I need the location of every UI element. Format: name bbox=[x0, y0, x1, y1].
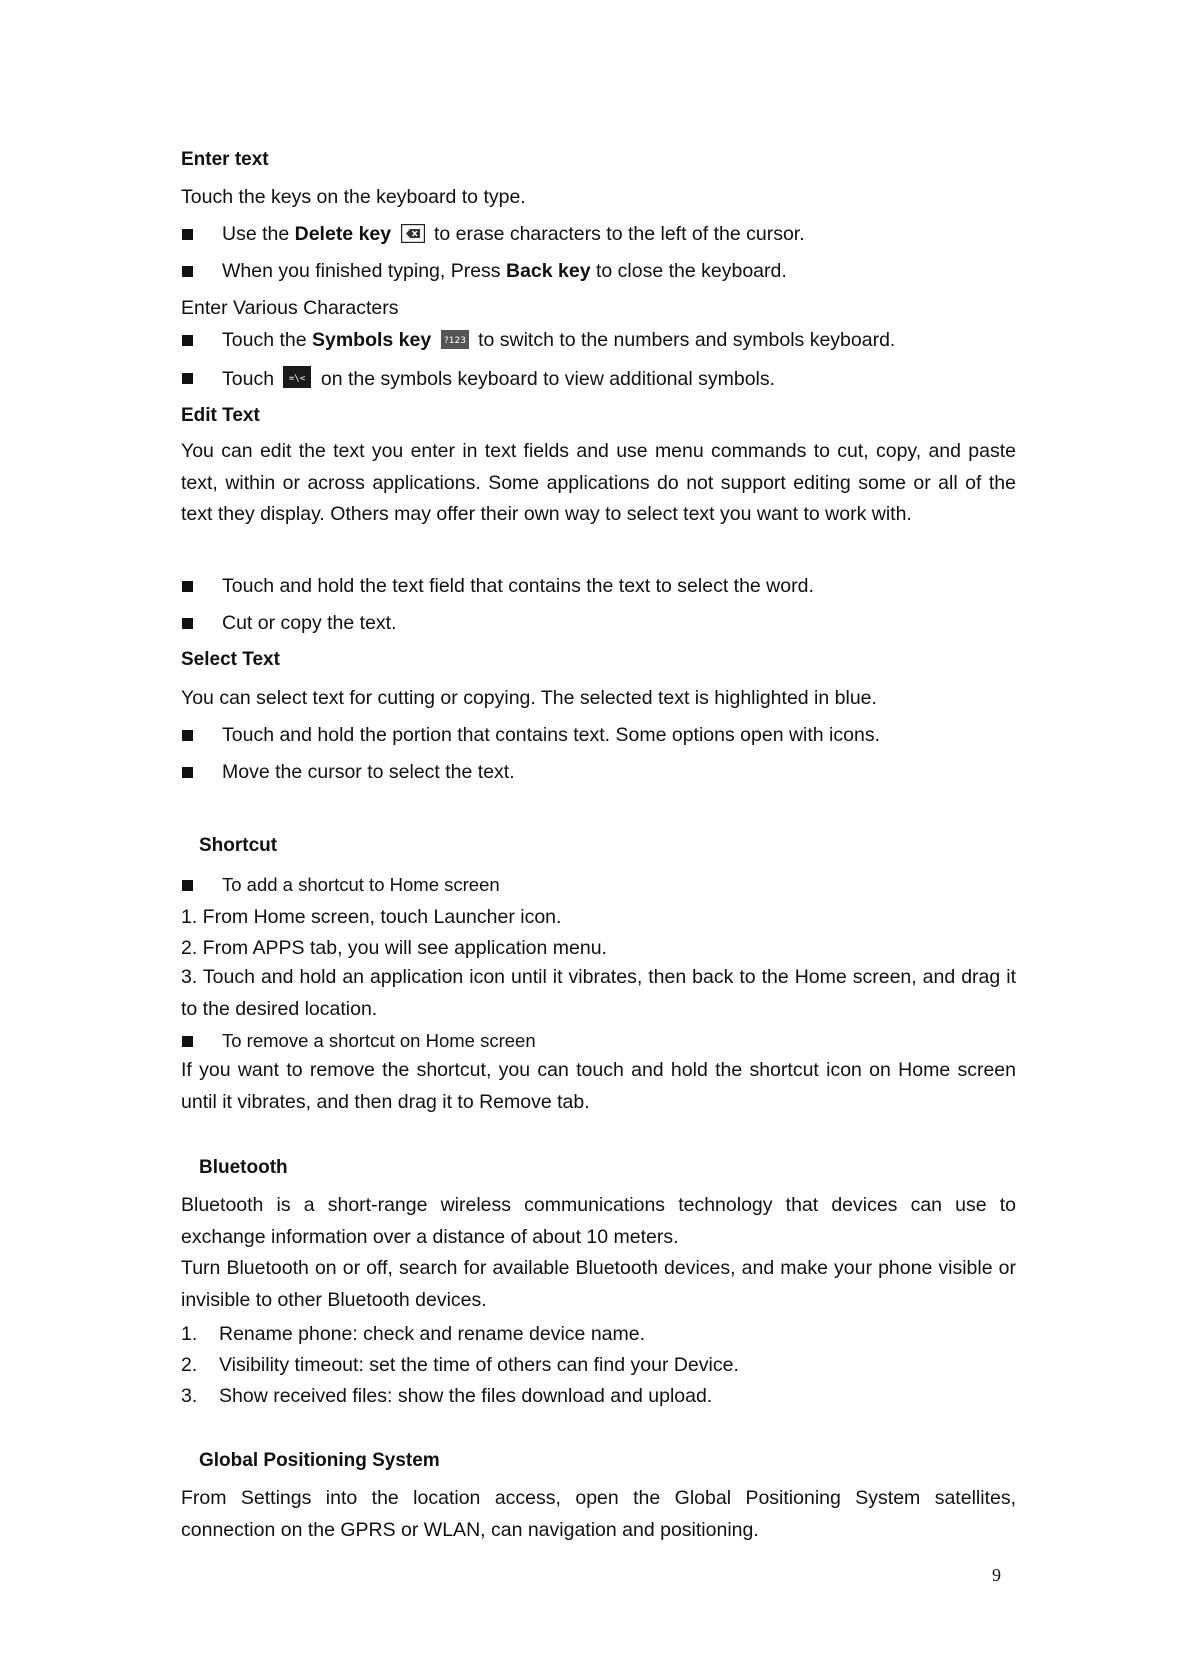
svg-text:?123: ?123 bbox=[443, 336, 466, 346]
heading-select-text: Select Text bbox=[181, 649, 280, 670]
text: Touch the bbox=[222, 329, 312, 351]
bullet-symbols-key bbox=[222, 328, 895, 352]
enter-text-intro: Touch the keys on the keyboard to type. bbox=[181, 186, 526, 208]
text: to switch to the numbers and symbols keyboard. bbox=[478, 329, 896, 351]
select-bullet-2: Move the cursor to select the text. bbox=[222, 761, 515, 783]
shortcut-step-2: 2. From APPS tab, you will see application menu. bbox=[181, 937, 607, 959]
gps-paragraph: From Settings into the location access, open the Global Positioning System satellites, connection on the GPRS or WLAN, can navigation and positioning. bbox=[181, 1487, 1016, 1541]
bluetooth-item-3-number: 3. bbox=[181, 1385, 198, 1407]
svg-text:=\<: =\< bbox=[289, 374, 306, 384]
delete-key-label: Delete key bbox=[294, 223, 392, 245]
bluetooth-item-2: Visibility timeout: set the time of others can find your Device. bbox=[219, 1354, 739, 1376]
shortcut-remove-paragraph: If you want to remove the shortcut, you can touch and hold the shortcut icon on Home screen until it vibrates, and then drag it to Remove tab. bbox=[181, 1059, 1016, 1113]
enter-various-characters: Enter Various Characters bbox=[181, 297, 399, 319]
bluetooth-item-2-number: 2. bbox=[181, 1354, 198, 1376]
text: When you finished typing, Press bbox=[222, 260, 506, 282]
text: on the symbols keyboard to view additional symbols. bbox=[320, 368, 776, 390]
select-text-intro: You can select text for cutting or copying. The selected text is highlighted in blue. bbox=[181, 687, 877, 709]
heading-gps: Global Positioning System bbox=[199, 1450, 440, 1471]
bluetooth-paragraph-2: Turn Bluetooth on or off, search for available Bluetooth devices, and make your phone visible or invisible to other Bluetooth devices. bbox=[181, 1257, 1016, 1311]
select-bullet-1: Touch and hold the portion that contains text. Some options open with icons. bbox=[222, 724, 881, 746]
bullet-delete-key bbox=[222, 222, 805, 246]
shortcut-bullet-add: To add a shortcut to Home screen bbox=[222, 874, 500, 895]
text: to erase characters to the left of the cursor. bbox=[433, 223, 805, 245]
shortcut-bullet-remove: To remove a shortcut on Home screen bbox=[222, 1030, 536, 1051]
edit-bullet-2: Cut or copy the text. bbox=[222, 612, 397, 634]
shortcut-step-1: 1. From Home screen, touch Launcher icon. bbox=[181, 906, 562, 928]
bullet-square bbox=[182, 730, 193, 741]
heading-enter-text: Enter text bbox=[181, 149, 269, 170]
bullet-square bbox=[182, 767, 193, 778]
heading-bluetooth: Bluetooth bbox=[199, 1157, 288, 1178]
symbols-key-label: Symbols key bbox=[311, 329, 432, 351]
bullet-square bbox=[182, 335, 193, 346]
back-key-label: Back key bbox=[505, 260, 591, 282]
bullet-more-symbols bbox=[222, 366, 775, 391]
heading-edit-text: Edit Text bbox=[181, 405, 260, 426]
heading-shortcut: Shortcut bbox=[199, 835, 278, 856]
shortcut-step-3: 3. Touch and hold an application icon until it vibrates, then back to the Home screen, and drag it to the desired location. bbox=[181, 966, 1016, 1020]
bullet-square bbox=[182, 880, 193, 891]
bullet-square bbox=[182, 373, 193, 384]
bullet-square bbox=[182, 618, 193, 629]
text: Touch bbox=[222, 368, 275, 390]
bluetooth-item-1: Rename phone: check and rename device name. bbox=[219, 1323, 646, 1345]
edit-bullet-1: Touch and hold the text field that contains the text to select the word. bbox=[222, 575, 814, 597]
symbols-key-icon bbox=[441, 330, 469, 349]
more-symbols-key-icon bbox=[283, 366, 311, 388]
bluetooth-paragraph-1: Bluetooth is a short-range wireless communications technology that devices can use to exchange information over a distance of about 10 meters. bbox=[181, 1194, 1016, 1248]
delete-key-icon bbox=[401, 224, 425, 243]
bullet-square bbox=[182, 266, 193, 277]
bullet-square bbox=[182, 229, 193, 240]
bullet-back-key bbox=[222, 259, 787, 283]
page-number: 9 bbox=[992, 1565, 1001, 1585]
text: Use the bbox=[222, 223, 295, 245]
edit-text-paragraph: You can edit the text you enter in text fields and use menu commands to cut, copy, and paste text, within or across applications. Some applications do not support editing some or all of the text they display. Others may offer their own way to select text you want to work with. bbox=[181, 440, 1016, 525]
bullet-square bbox=[182, 581, 193, 592]
bluetooth-item-3: Show received files: show the files download and upload. bbox=[219, 1385, 713, 1407]
bullet-square bbox=[182, 1036, 193, 1047]
bluetooth-item-1-number: 1. bbox=[181, 1323, 198, 1345]
text: to close the keyboard. bbox=[590, 260, 787, 282]
